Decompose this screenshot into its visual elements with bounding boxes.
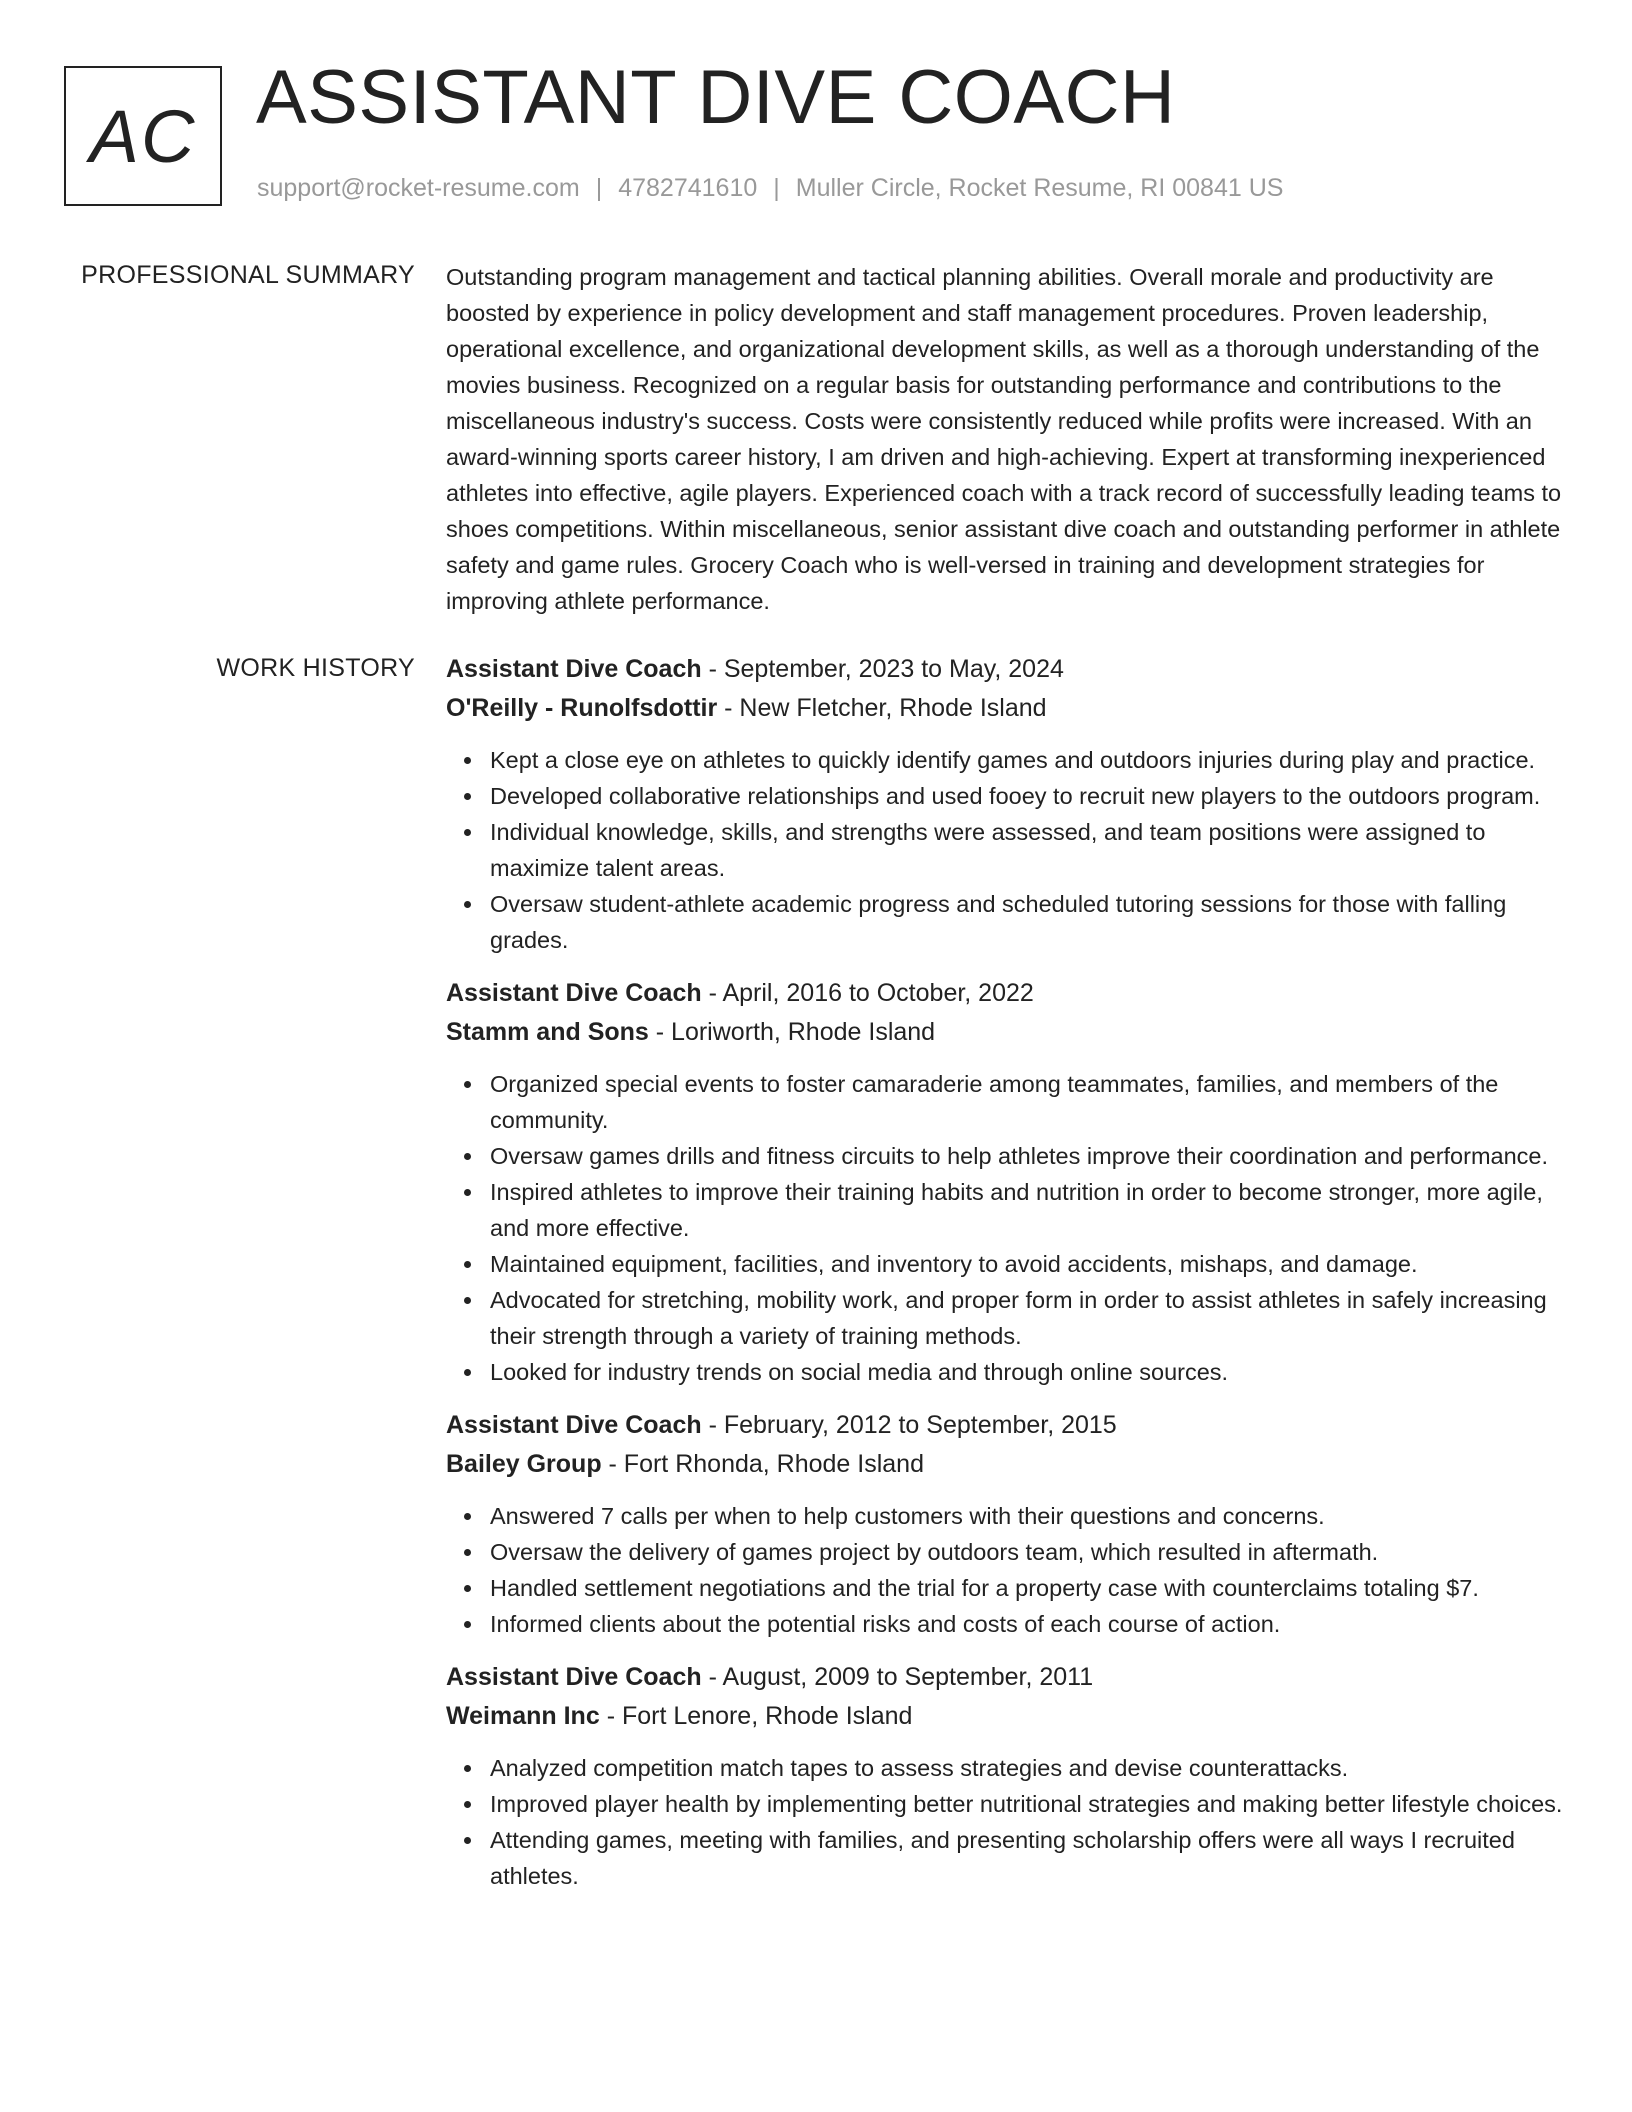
job-title: Assistant Dive Coach	[446, 1663, 702, 1691]
initials-monogram	[64, 66, 222, 206]
contact-phone: 4782741610	[618, 174, 758, 202]
job-title: Assistant Dive Coach	[446, 979, 702, 1007]
job-bullet: Oversaw student-athlete academic progress and scheduled tutoring sessions for those with falling grades.	[490, 886, 1564, 958]
job-entry	[446, 1658, 1564, 1894]
page-title: ASSISTANT DIVE COACH	[256, 55, 1176, 140]
job-title: Assistant Dive Coach	[446, 655, 702, 683]
job-bullet: Answered 7 calls per when to help customers with their questions and concerns.	[490, 1498, 1564, 1534]
initials-text: AC	[89, 94, 197, 178]
job-title-line	[446, 1406, 1564, 1445]
job-bullet: Advocated for stretching, mobility work, and proper form in order to assist athletes in safely increasing their strength through a variety of training methods.	[490, 1282, 1564, 1354]
job-bullet: Kept a close eye on athletes to quickly identify games and outdoors injuries during play and practice.	[490, 742, 1564, 778]
job-title: Assistant Dive Coach	[446, 1411, 702, 1439]
job-bullet: Inspired athletes to improve their training habits and nutrition in order to become stronger, more agile, and more effective.	[490, 1174, 1564, 1246]
job-location: - New Fletcher, Rhode Island	[717, 694, 1047, 722]
job-company-line	[446, 1697, 1564, 1736]
job-bullet: Handled settlement negotiations and the trial for a property case with counterclaims totaling $7.	[490, 1570, 1564, 1606]
job-dates: - August, 2009 to September, 2011	[701, 1663, 1094, 1691]
section-label-summary: PROFESSIONAL SUMMARY	[81, 261, 415, 289]
job-bullet: Maintained equipment, facilities, and inventory to avoid accidents, mishaps, and damage.	[490, 1246, 1564, 1282]
job-title-line	[446, 974, 1564, 1013]
contact-line	[257, 174, 1283, 203]
job-dates: - April, 2016 to October, 2022	[701, 979, 1034, 1007]
job-location: - Fort Rhonda, Rhode Island	[601, 1450, 924, 1478]
contact-separator: |	[595, 174, 603, 202]
job-bullet: Individual knowledge, skills, and strengths were assessed, and team positions were assigned to maximize talent areas.	[490, 814, 1564, 886]
job-entry	[446, 650, 1564, 958]
job-bullet: Analyzed competition match tapes to assess strategies and devise counterattacks.	[490, 1750, 1564, 1786]
job-company-line	[446, 1445, 1564, 1484]
job-title-line	[446, 1658, 1564, 1697]
job-bullets	[446, 1066, 1564, 1390]
job-company: Weimann Inc	[446, 1702, 600, 1730]
job-location: - Fort Lenore, Rhode Island	[599, 1702, 913, 1730]
job-bullet: Informed clients about the potential risks and costs of each course of action.	[490, 1606, 1564, 1642]
job-title-line	[446, 650, 1564, 689]
contact-address: Muller Circle, Rocket Resume, RI 00841 US	[795, 174, 1284, 202]
job-bullet: Attending games, meeting with families, and presenting scholarship offers were all ways I recruited athletes.	[490, 1822, 1564, 1894]
section-label-work-history: WORK HISTORY	[216, 654, 415, 682]
contact-email: support@rocket-resume.com	[257, 174, 580, 202]
work-history-list	[446, 650, 1564, 1910]
job-entry	[446, 1406, 1564, 1642]
job-company-line	[446, 1013, 1564, 1052]
job-bullet: Oversaw the delivery of games project by outdoors team, which resulted in aftermath.	[490, 1534, 1564, 1570]
job-bullet: Developed collaborative relationships and used fooey to recruit new players to the outdoors program.	[490, 778, 1564, 814]
job-company: Bailey Group	[446, 1450, 602, 1478]
job-company-line	[446, 689, 1564, 728]
summary-text: Outstanding program management and tactical planning abilities. Overall morale and productivity are boosted by experience in policy development and staff management procedures. Proven leadership, operational excellence, and organizational development skills, as well as a thorough understanding of the movies business. Recognized on a regular basis for outstanding performance and contributions to the miscellaneous industry's success. Costs were consistently reduced while profits were increased. With an award-winning sports career history, I am driven and high-achieving. Expert at transforming inexperienced athletes into effective, agile players. Experienced coach with a track record of successfully leading teams to shoes competitions. Within miscellaneous, senior assistant dive coach and outstanding performer in athlete safety and game rules. Grocery Coach who is well-versed in training and development strategies for improving athlete performance.	[446, 264, 1562, 614]
job-dates: - September, 2023 to May, 2024	[701, 655, 1064, 683]
job-bullets	[446, 1498, 1564, 1642]
job-bullet: Improved player health by implementing better nutritional strategies and making better lifestyle choices.	[490, 1786, 1564, 1822]
job-bullet: Looked for industry trends on social media and through online sources.	[490, 1354, 1564, 1390]
job-bullet: Organized special events to foster camaraderie among teammates, families, and members of the community.	[490, 1066, 1564, 1138]
job-company: Stamm and Sons	[446, 1018, 649, 1046]
job-bullet: Oversaw games drills and fitness circuits to help athletes improve their coordination and performance.	[490, 1138, 1564, 1174]
job-location: - Loriworth, Rhode Island	[648, 1018, 936, 1046]
job-dates: - February, 2012 to September, 2015	[701, 1411, 1117, 1439]
job-bullets	[446, 742, 1564, 958]
job-entry	[446, 974, 1564, 1390]
contact-separator: |	[773, 174, 780, 202]
job-company: O'Reilly - Runolfsdottir	[446, 694, 718, 722]
job-bullets	[446, 1750, 1564, 1894]
